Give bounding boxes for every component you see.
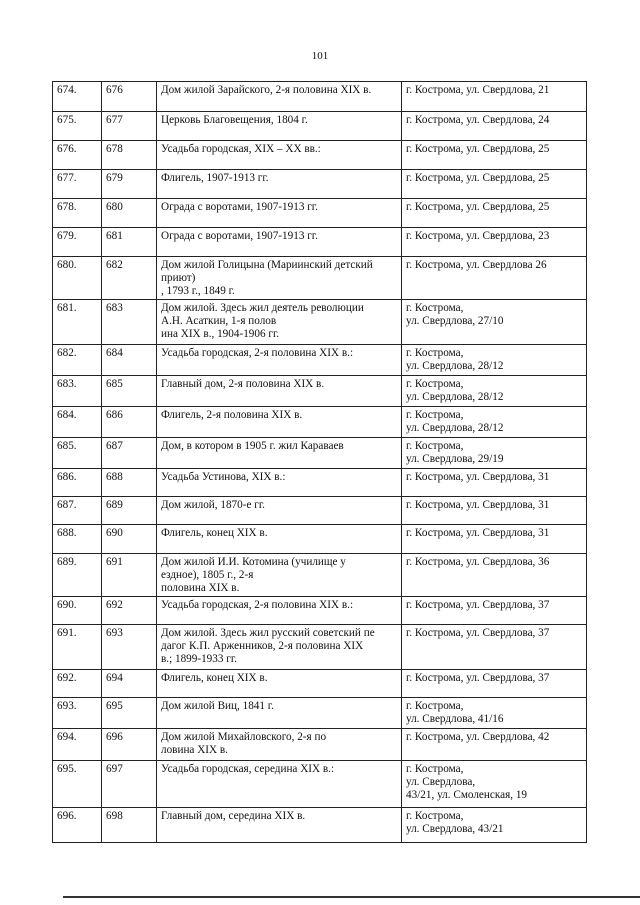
object-address: г. Кострома, ул. Свердлова, 43/21: [402, 808, 587, 843]
page-number: 101: [311, 50, 329, 62]
row-number: 687.: [53, 497, 102, 525]
register-number: 677: [102, 112, 157, 141]
object-name: Церковь Благовещения, 1804 г.: [157, 112, 402, 141]
table-row: [53, 698, 587, 729]
register-number: 678: [102, 141, 157, 170]
register-number: 698: [102, 808, 157, 843]
row-number: 681.: [53, 300, 102, 345]
register-number: 684: [102, 345, 157, 376]
row-number: 693.: [53, 698, 102, 729]
object-name: Усадьба городская, середина XIX в.:: [157, 761, 402, 808]
object-address: г. Кострома, ул. Свердлова, 41/16: [402, 698, 587, 729]
object-name: Флигель, конец XIX в.: [157, 525, 402, 554]
table-row: [53, 257, 587, 300]
row-number: 674.: [53, 82, 102, 112]
object-name: Дом жилой Михайловского, 2-я по ловина XIX в.: [157, 729, 402, 761]
table-row: [53, 112, 587, 141]
register-number: 696: [102, 729, 157, 761]
row-number: 676.: [53, 141, 102, 170]
table-row: [53, 525, 587, 554]
object-address: г. Кострома, ул. Свердлова, 28/12: [402, 345, 587, 376]
register-number: 690: [102, 525, 157, 554]
object-address: г. Кострома, ул. Свердлова, 37: [402, 670, 587, 698]
row-number: 690.: [53, 597, 102, 625]
table-body: [53, 82, 587, 843]
object-name: Усадьба городская, 2-я половина XIX в.:: [157, 345, 402, 376]
row-number: 692.: [53, 670, 102, 698]
object-name: Дом жилой. Здесь жил деятель революции А.Н. Асаткин, 1-я полов ина XIX в., 1904-1906 гг.: [157, 300, 402, 345]
register-number: 683: [102, 300, 157, 345]
object-address: г. Кострома, ул. Свердлова, 25: [402, 199, 587, 228]
object-address: г. Кострома, ул. Свердлова, 31: [402, 469, 587, 497]
row-number: 686.: [53, 469, 102, 497]
row-number: 694.: [53, 729, 102, 761]
object-address: г. Кострома, ул. Свердлова 26: [402, 257, 587, 300]
object-name: Дом жилой. Здесь жил русский советский пе дагог К.П. Арженников, 2-я половина XIX в.; 1899-1933 гг.: [157, 625, 402, 670]
object-address: г. Кострома, ул. Свердлова, 31: [402, 497, 587, 525]
object-name: Флигель, конец XIX в.: [157, 670, 402, 698]
object-name: Усадьба городская, XIX – XX вв.:: [157, 141, 402, 170]
object-name: Дом жилой, 1870-е гг.: [157, 497, 402, 525]
table-row: [53, 376, 587, 407]
register-number: 687: [102, 438, 157, 469]
row-number: 696.: [53, 808, 102, 843]
object-address: г. Кострома, ул. Свердлова, 36: [402, 554, 587, 597]
table-row: [53, 625, 587, 670]
table-row: [53, 670, 587, 698]
table-row: [53, 808, 587, 843]
object-address: г. Кострома, ул. Свердлова, 21: [402, 82, 587, 112]
row-number: 679.: [53, 228, 102, 257]
register-number: 689: [102, 497, 157, 525]
object-name: Усадьба Устинова, XIX в.:: [157, 469, 402, 497]
object-name: Флигель, 1907-1913 гг.: [157, 170, 402, 199]
row-number: 677.: [53, 170, 102, 199]
register-number: 691: [102, 554, 157, 597]
register-number: 679: [102, 170, 157, 199]
table-row: [53, 469, 587, 497]
register-number: 682: [102, 257, 157, 300]
row-number: 691.: [53, 625, 102, 670]
object-address: г. Кострома, ул. Свердлова, 23: [402, 228, 587, 257]
object-name: Усадьба городская, 2-я половина XIX в.:: [157, 597, 402, 625]
row-number: 682.: [53, 345, 102, 376]
object-name: Дом жилой Виц, 1841 г.: [157, 698, 402, 729]
table-row: [53, 141, 587, 170]
table-row: [53, 345, 587, 376]
register-number: 676: [102, 82, 157, 112]
table-row: [53, 407, 587, 438]
page-bottom-edge: [63, 896, 640, 898]
table-row: [53, 438, 587, 469]
object-address: г. Кострома, ул. Свердлова, 37: [402, 597, 587, 625]
register-number: 697: [102, 761, 157, 808]
object-address: г. Кострома, ул. Свердлова, 27/10: [402, 300, 587, 345]
register-number: 688: [102, 469, 157, 497]
object-name: Дом жилой Зарайского, 2-я половина XIX в.: [157, 82, 402, 112]
register-number: 692: [102, 597, 157, 625]
object-name: Главный дом, 2-я половина XIX в.: [157, 376, 402, 407]
object-address: г. Кострома, ул. Свердлова, 31: [402, 525, 587, 554]
object-address: г. Кострома, ул. Свердлова, 24: [402, 112, 587, 141]
table-row: [53, 761, 587, 808]
register-number: 685: [102, 376, 157, 407]
object-name: Дом, в котором в 1905 г. жил Караваев: [157, 438, 402, 469]
object-address: г. Кострома, ул. Свердлова, 37: [402, 625, 587, 670]
object-address: г. Кострома, ул. Свердлова, 25: [402, 170, 587, 199]
row-number: 689.: [53, 554, 102, 597]
register-number: 686: [102, 407, 157, 438]
object-name: Ограда с воротами, 1907-1913 гг.: [157, 199, 402, 228]
object-address: г. Кострома, ул. Свердлова, 29/19: [402, 438, 587, 469]
row-number: 675.: [53, 112, 102, 141]
row-number: 684.: [53, 407, 102, 438]
table-row: [53, 497, 587, 525]
table-row: [53, 170, 587, 199]
row-number: 680.: [53, 257, 102, 300]
row-number: 683.: [53, 376, 102, 407]
object-name: Ограда с воротами, 1907-1913 гг.: [157, 228, 402, 257]
row-number: 695.: [53, 761, 102, 808]
table-row: [53, 729, 587, 761]
table-row: [53, 597, 587, 625]
table-row: [53, 199, 587, 228]
register-number: 694: [102, 670, 157, 698]
object-address: г. Кострома, ул. Свердлова, 42: [402, 729, 587, 761]
register-number: 680: [102, 199, 157, 228]
heritage-register-table: [52, 81, 587, 843]
object-address: г. Кострома, ул. Свердлова, 28/12: [402, 376, 587, 407]
table-row: [53, 554, 587, 597]
row-number: 688.: [53, 525, 102, 554]
table-row: [53, 228, 587, 257]
register-number: 695: [102, 698, 157, 729]
row-number: 678.: [53, 199, 102, 228]
object-name: Главный дом, середина XIX в.: [157, 808, 402, 843]
table-row: [53, 300, 587, 345]
object-name: Флигель, 2-я половина XIX в.: [157, 407, 402, 438]
row-number: 685.: [53, 438, 102, 469]
object-address: г. Кострома, ул. Свердлова, 25: [402, 141, 587, 170]
table-row: [53, 82, 587, 112]
object-name: Дом жилой Голицына (Мариинский детский приют) , 1793 г., 1849 г.: [157, 257, 402, 300]
register-number: 681: [102, 228, 157, 257]
register-number: 693: [102, 625, 157, 670]
object-address: г. Кострома, ул. Свердлова, 43/21, ул. Смоленская, 19: [402, 761, 587, 808]
object-name: Дом жилой И.И. Котомина (училище у ездное), 1805 г., 2-я половина XIX в.: [157, 554, 402, 597]
object-address: г. Кострома, ул. Свердлова, 28/12: [402, 407, 587, 438]
